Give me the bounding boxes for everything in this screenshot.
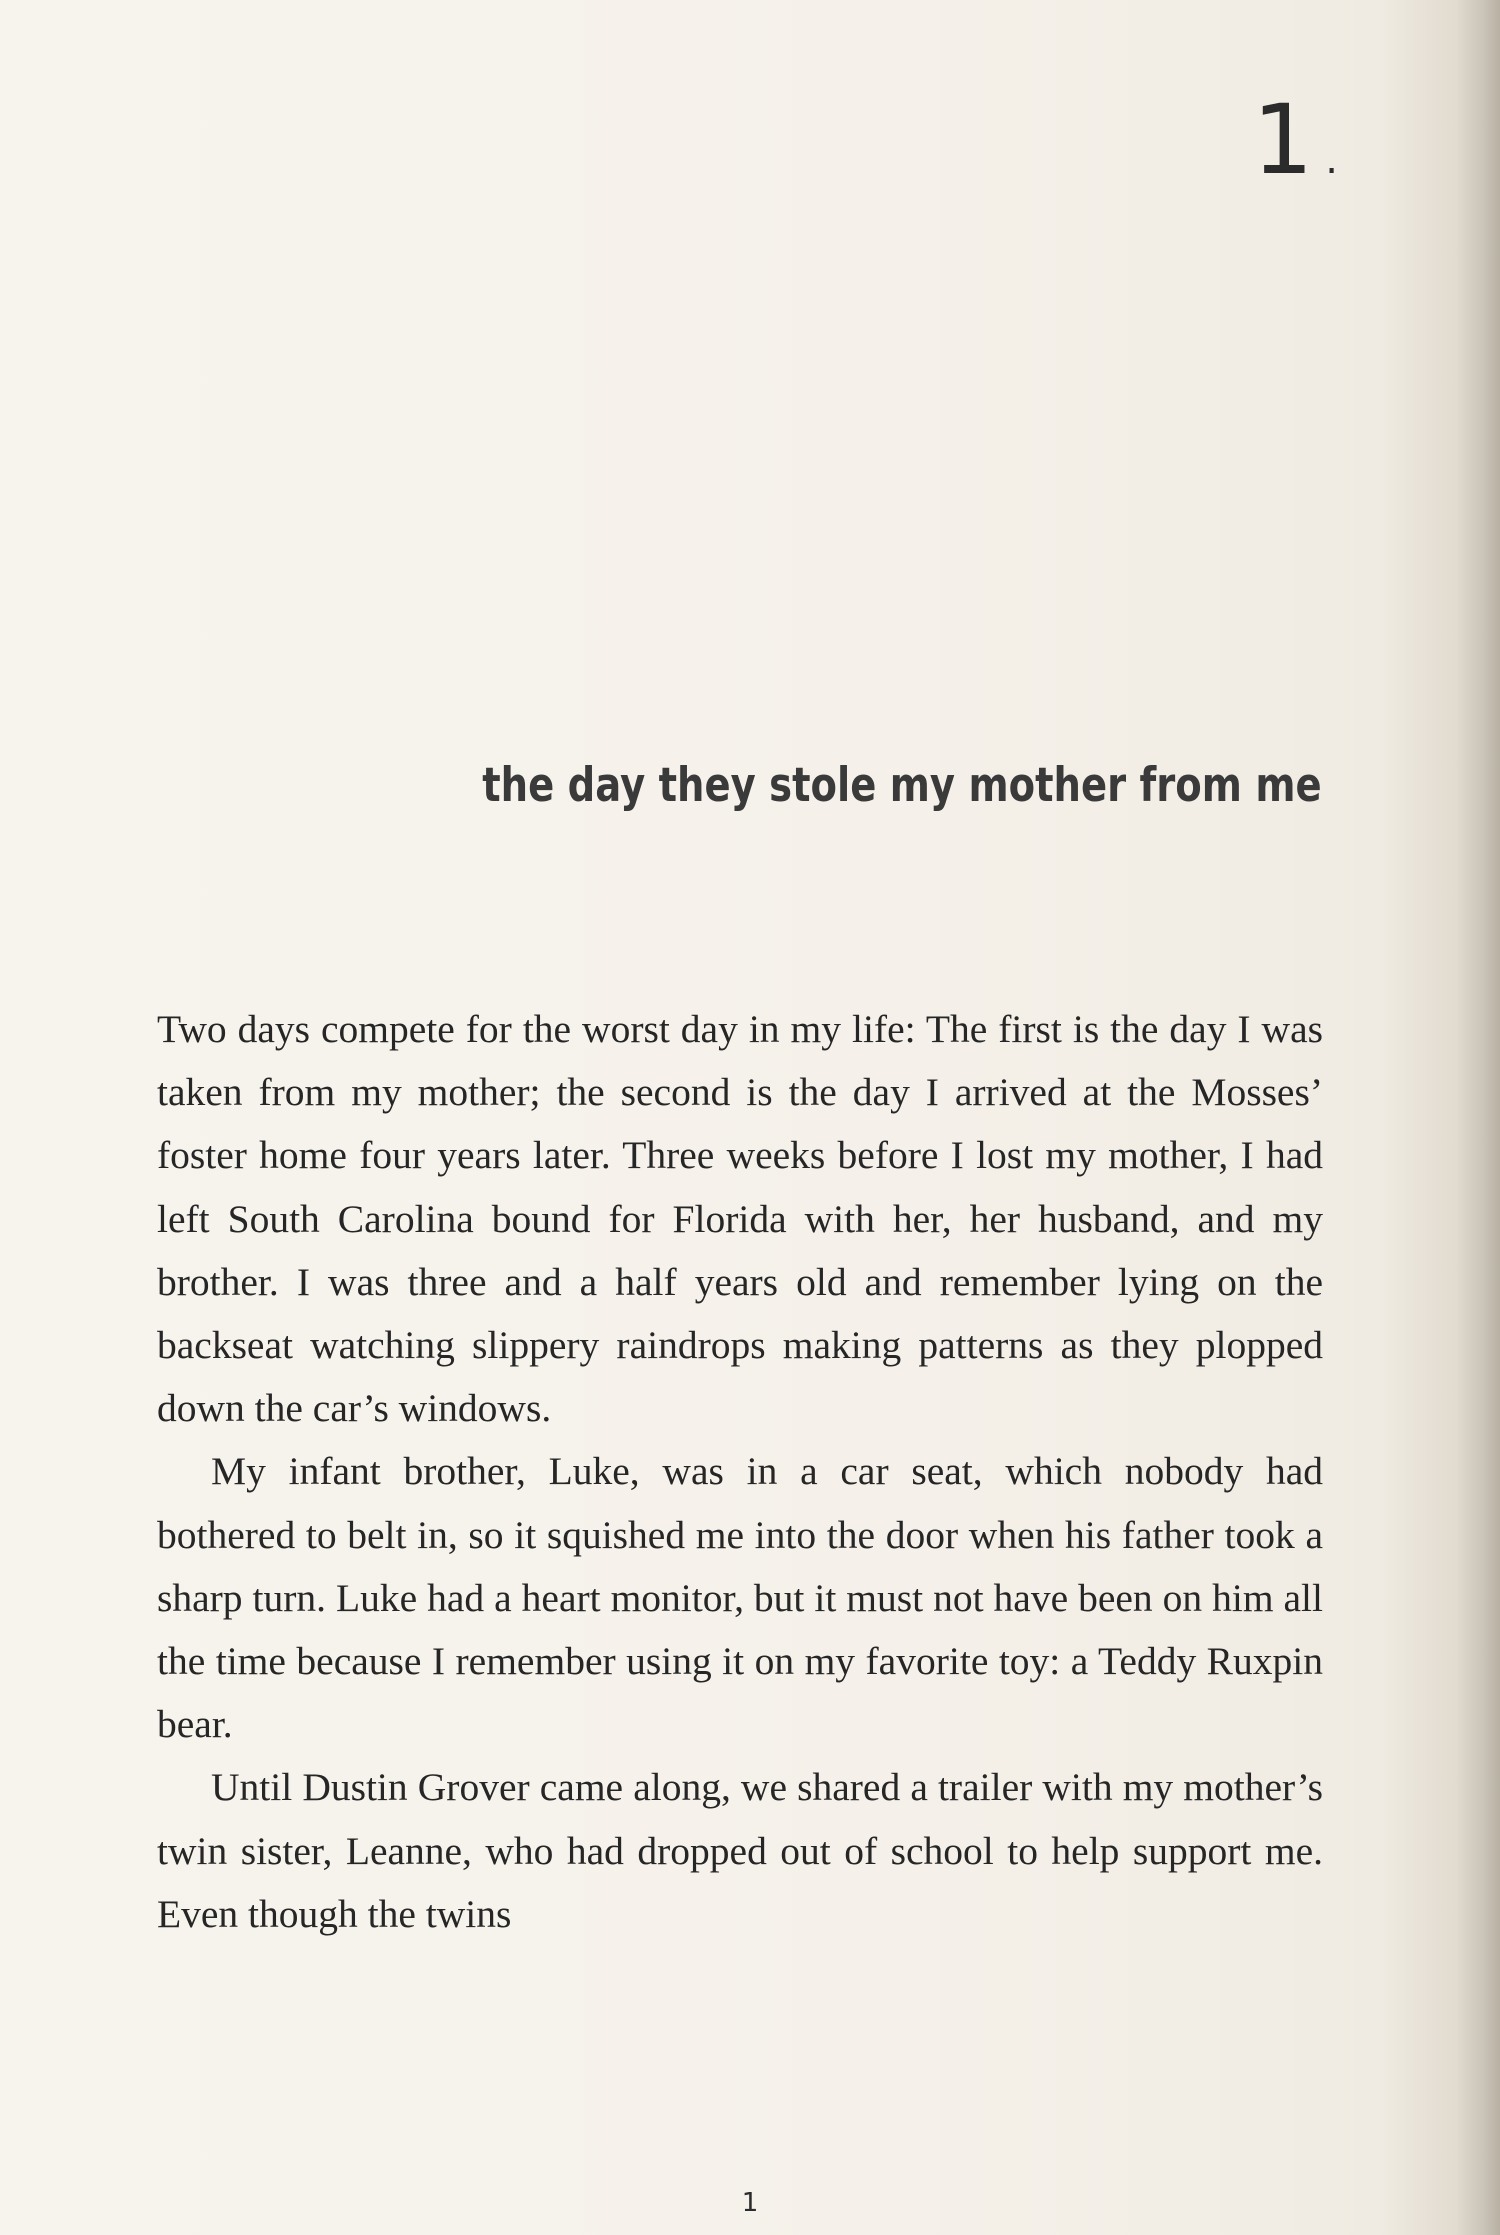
chapter-title: the day they stole my mother from me <box>482 758 1322 813</box>
body-text <box>157 998 1323 1946</box>
page-edge-shadow <box>1456 0 1500 2235</box>
page-number: 1 <box>741 2188 759 2218</box>
paragraph-1: Two days compete for the worst day in my life: The first is the day I was taken from my mother; the second is the day I arrived at the Mosses’ foster home four years later. Three weeks before I lost my mother, I had left South Carolina bound for Florida with her, her husband, and my brother. I was three and a half years old and remember lying on the backseat watching slippery raindrops making patterns as they plopped down the car’s windows. <box>157 1007 1323 1431</box>
chapter-number <box>1252 84 1340 196</box>
chapter-number-dot: . <box>1325 137 1340 183</box>
chapter-number-value: 1 <box>1252 84 1316 196</box>
paragraph-3: Until Dustin Grover came along, we shared a trailer with my mother’s twin sister, Leanne, who had dropped out of school to help support me. Even though the twins <box>157 1765 1323 1936</box>
paragraph-2: My infant brother, Luke, was in a car seat, which nobody had bothered to belt in, so it squished me into the door when his father took a sharp turn. Luke had a heart monitor, but it must not have been on him all the time because I remember using it on my favorite toy: a Teddy Ruxpin bear. <box>157 1449 1323 1747</box>
